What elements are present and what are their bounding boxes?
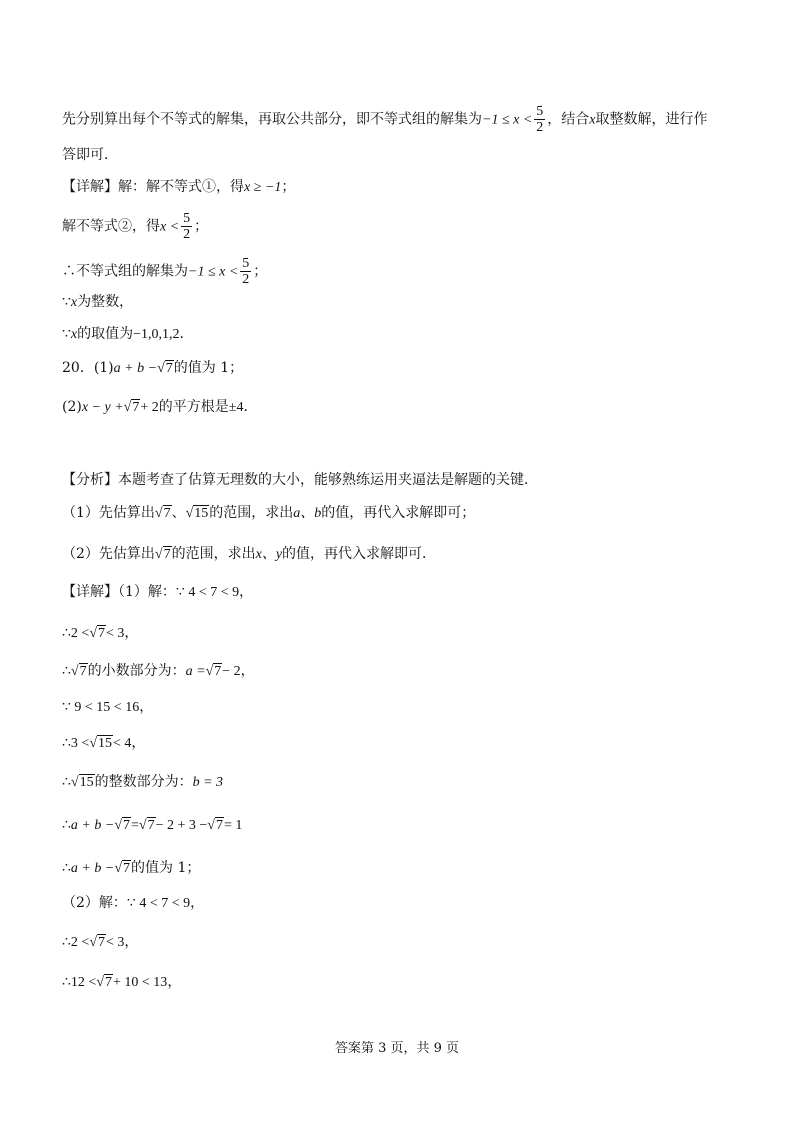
math-expression: a + b − [70,861,115,876]
text-segment: ， [124,934,139,950]
therefore-symbol: ∴ [62,663,71,679]
math-expression: + 2 [140,400,159,415]
therefore-symbol: ∴ [62,625,71,641]
math-expression: + 10 < 13 [113,975,168,990]
text-line-3 [62,177,295,198]
math-inequality: −1 ≤ x < [482,112,533,128]
text-line-1 [62,104,708,135]
text-segment: 的整数部分为： [94,774,193,790]
text-segment: 的值，再代入求解即可． [282,546,437,562]
fraction-denominator: 2 [242,272,250,287]
fraction [240,256,251,287]
text-line-8 [62,358,243,379]
text-segment: ， [240,663,255,679]
sqrt-expression: √15 [89,736,113,751]
text-line-2: 答即可． [62,147,118,163]
text-segment: ； [253,263,268,280]
therefore-symbol: ∴ [62,934,71,950]
text-line-10: 【分析】本题考查了估算无理数的大小，能够熟练运用夹逼法是解题的关键． [62,472,538,488]
math-expression: 3 < [70,736,90,751]
text-segment: ， [190,895,205,911]
math-variable: x [70,327,78,342]
math-expression: < 4 [113,736,132,751]
text-segment: ； [194,218,209,235]
text-line-23 [62,972,181,993]
radicand: 7 [214,664,222,679]
text-segment: ∴不等式组的解集为 [62,263,188,280]
text-line-14 [62,623,138,644]
text-segment: ∵ [62,294,71,310]
sqrt-expression: √15 [70,775,94,790]
sqrt-expression: √7 [154,506,171,521]
text-segment: ． [179,326,194,342]
math-inequality: ∵ 4 < 7 < 9 [126,896,191,911]
math-variables: x、y [255,547,283,562]
math-variable: x [70,295,78,310]
therefore-symbol: ∴ [62,817,71,833]
math-value: ±4 [228,400,244,415]
text-segment: 的范围，求出 [171,546,256,562]
radicand: 7 [215,818,223,833]
radicand: 15 [79,775,94,790]
text-segment: 的值，再代入求解即可； [321,505,476,521]
fraction-denominator: 2 [183,227,191,242]
text-segment: 为整数， [77,294,134,310]
text-line-13 [62,582,253,603]
text-segment: 【详解】（1）解： [62,584,176,600]
text-line-6 [62,292,133,313]
radicand: 15 [98,736,113,751]
text-segment: ， [139,699,154,715]
radicand: 7 [98,626,106,641]
text-segment: 的取值为 [77,326,134,342]
text-line-21 [62,893,204,914]
text-segment: ； [281,179,296,195]
radicand: 7 [105,975,113,990]
fraction [181,211,192,242]
sqrt-expression: √7 [157,361,173,376]
radicand: 7 [123,861,131,876]
radicand: 7 [79,664,87,679]
math-expression: x − y + [81,400,124,415]
sqrt-expression: √7 [70,664,87,679]
radicand: 7 [132,400,140,415]
text-segment: 的平方根是 [158,399,229,415]
math-expression: = [131,818,139,833]
radicand: 7 [163,547,171,562]
radicand: 7 [98,935,106,950]
text-segment: ， [167,974,182,990]
therefore-symbol: ∴ [62,974,71,990]
math-inequality: ∵ 9 < 15 < 16 [62,700,140,715]
text-line-5 [62,256,267,287]
text-segment: （1）先估算出 [62,505,155,521]
math-inequality: x < [160,219,180,235]
sqrt-expression: √15 [185,506,209,521]
text-line-7 [62,324,194,345]
sqrt-expression: √7 [89,626,106,641]
text-segment: 20．(1) [62,360,114,376]
page-footer: 答案第 3 页，共 9 页 [334,1041,460,1056]
math-inequality: −1 ≤ x < [188,264,239,280]
fraction [534,104,545,135]
fraction-numerator: 5 [183,211,191,226]
text-segment: (2) [62,399,82,415]
text-segment: 先分别算出每个不等式的解集，再取公共部分，即不等式组的解集为 [62,111,482,128]
sqrt-expression: √7 [114,818,131,833]
text-segment: ， [124,625,139,641]
math-values: −1,0,1,2 [133,327,180,342]
math-inequality: ∵ 4 < 7 < 9 [175,585,240,600]
text-segment: ，结合 [547,111,590,128]
text-segment: ∵ [62,326,71,342]
fraction-numerator: 5 [536,104,544,119]
sqrt-expression: √7 [207,818,223,833]
math-inequality: x ≥ −1 [244,180,282,195]
text-segment: 的值为 1； [131,860,201,876]
text-line-15 [62,661,255,682]
text-line-19 [62,815,242,836]
math-expression: − 2 [222,664,241,679]
math-expression: a = [185,664,206,679]
therefore-symbol: ∴ [62,860,71,876]
text-segment: 的值为 1； [173,360,244,376]
text-segment: 【详解】解：解不等式①，得 [62,179,244,195]
sqrt-expression: √7 [154,547,171,562]
text-segment: ， [131,735,146,751]
text-line-16 [62,697,153,718]
math-expression: = 1 [223,818,243,833]
math-expression: < 3 [106,935,125,950]
math-expression: a + b − [70,818,115,833]
math-expression: 2 < [70,626,90,641]
radicand: 15 [194,506,209,521]
text-line-18 [62,772,223,793]
text-line-9 [62,397,257,418]
math-expression: a + b − [113,361,158,376]
fraction-numerator: 5 [242,256,250,271]
text-line-20 [62,858,200,879]
fraction-denominator: 2 [536,120,544,135]
radicand: 7 [123,818,131,833]
text-line-12 [62,544,436,565]
text-line-17 [62,733,145,754]
text-line-11 [62,503,475,524]
text-segment: ． [243,399,258,415]
text-segment: 取整数解，进行作 [595,111,708,128]
therefore-symbol: ∴ [62,735,71,751]
text-segment: （2）解： [62,895,127,911]
sqrt-expression: √7 [89,935,106,950]
text-segment: （2）先估算出 [62,546,155,562]
math-expression: 2 < [70,935,90,950]
radicand: 7 [147,818,155,833]
radicand: 7 [165,361,173,376]
sqrt-expression: √7 [96,975,113,990]
radicand: 7 [163,506,171,521]
math-variables: a、b [293,506,322,521]
text-segment: 的小数部分为： [87,663,186,679]
text-line-4 [62,211,208,242]
math-expression: b = 3 [192,775,224,790]
text-segment: 解不等式②，得 [62,218,160,235]
sqrt-expression: √7 [205,664,222,679]
therefore-symbol: ∴ [62,774,71,790]
sqrt-expression: √7 [114,861,131,876]
math-expression: < 3 [106,626,125,641]
sqrt-expression: √7 [123,400,140,415]
math-expression: − 2 + 3 − [155,818,208,833]
text-segment: ， [239,584,254,600]
text-segment: 的范围，求出 [209,505,294,521]
text-segment: 、 [171,505,186,521]
text-line-22 [62,932,138,953]
sqrt-expression: √7 [138,818,155,833]
math-expression: 12 < [70,975,97,990]
math-variable: x [589,112,596,128]
